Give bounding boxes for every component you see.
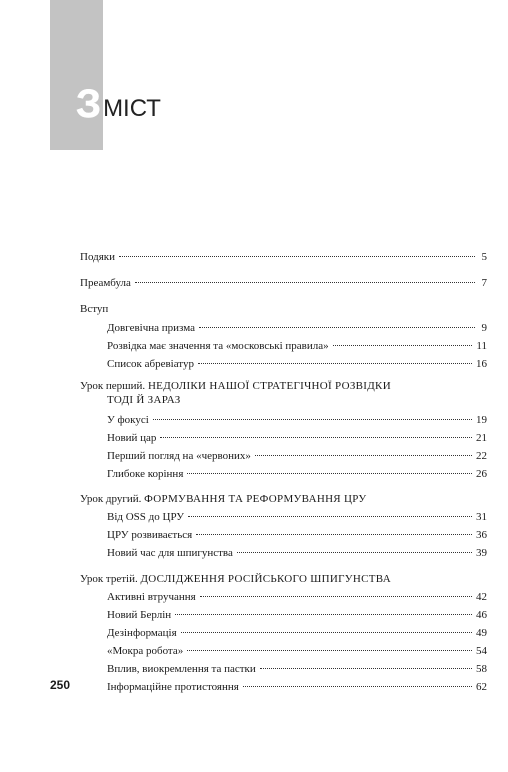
toc-page: 16	[476, 358, 487, 370]
dot-leader	[260, 668, 472, 669]
toc-page: 58	[476, 663, 487, 675]
dot-leader	[160, 437, 472, 438]
dot-leader	[119, 256, 475, 257]
toc-label: ЦРУ розвивається	[107, 529, 193, 541]
toc-entry[interactable]	[107, 528, 487, 542]
toc-page: 7	[481, 277, 487, 289]
toc-page: 22	[476, 450, 487, 462]
toc-label: Вплив, виокремлення та пастки	[107, 663, 256, 675]
section-prefix: Урок другий.	[80, 493, 145, 505]
dot-leader	[175, 614, 472, 615]
toc-section-urok2	[80, 492, 420, 506]
toc-label: Преамбула	[80, 277, 131, 289]
dot-leader	[333, 345, 473, 346]
toc-label: Інформаційне протистояння	[107, 681, 239, 693]
dot-leader	[243, 686, 472, 687]
toc-entry[interactable]	[107, 431, 487, 445]
toc-label: Глибоке коріння	[107, 468, 184, 480]
toc-page: 36	[476, 529, 487, 541]
toc-section-urok3	[80, 572, 420, 586]
section-caps: НЕДОЛІКИ НАШОЇ СТРАТЕГІЧНОЇ РОЗВІДКИ	[147, 380, 391, 392]
toc-label: Активні втручання	[107, 591, 196, 603]
section-prefix: Урок перший.	[80, 380, 148, 392]
toc-page: 62	[476, 681, 487, 693]
title-rest: МІСТ	[103, 95, 161, 122]
dot-leader	[135, 282, 475, 283]
section-title: Вступ	[80, 303, 109, 315]
toc-page: 54	[476, 645, 487, 657]
toc-entry[interactable]	[107, 608, 487, 622]
toc-entry[interactable]	[107, 357, 487, 371]
toc-page: 11	[476, 340, 487, 352]
dot-leader	[187, 473, 472, 474]
toc-page: 49	[476, 627, 487, 639]
toc-label: У фокусі	[107, 414, 149, 426]
toc-page: 31	[476, 511, 487, 523]
page-number: 250	[50, 678, 71, 692]
toc-label: «Мокра робота»	[107, 645, 184, 657]
toc-label: Новий Берлін	[107, 609, 172, 621]
dot-leader	[200, 596, 472, 597]
dot-leader	[187, 650, 472, 651]
toc-entry-preambula[interactable]	[80, 276, 487, 290]
toc-entry[interactable]	[107, 546, 487, 560]
section-prefix: Урок третій.	[80, 573, 141, 585]
toc-section-urok1	[80, 379, 420, 407]
toc-page: 5	[481, 251, 487, 263]
toc-entry[interactable]	[107, 626, 487, 640]
toc-label: Подяки	[80, 251, 116, 263]
toc-entry[interactable]	[107, 321, 487, 335]
toc-page: 19	[476, 414, 487, 426]
toc-entry[interactable]	[107, 467, 487, 481]
toc-label: Новий час для шпигунства	[107, 547, 233, 559]
dot-leader	[188, 516, 472, 517]
toc-page: 21	[476, 432, 487, 444]
dot-leader	[181, 632, 472, 633]
toc-page: 9	[481, 322, 487, 334]
section-caps: ФОРМУВАННЯ ТА РЕФОРМУВАННЯ ЦРУ	[144, 493, 367, 505]
toc-label: Новий цар	[107, 432, 157, 444]
toc-label: Розвідка має значення та «московські правила»	[107, 340, 329, 352]
toc-label: Довгевічна призма	[107, 322, 195, 334]
toc-page: 46	[476, 609, 487, 621]
toc-page: 26	[476, 468, 487, 480]
dot-leader	[237, 552, 472, 553]
toc-page: 42	[476, 591, 487, 603]
toc-page: 39	[476, 547, 487, 559]
header-band	[50, 0, 103, 150]
title-initial: З	[76, 82, 102, 126]
section-caps-continued: ТОДІ Й ЗАРАЗ	[107, 394, 181, 406]
toc-entry[interactable]	[107, 662, 487, 676]
toc-entry[interactable]	[107, 590, 487, 604]
dot-leader	[255, 455, 472, 456]
dot-leader	[153, 419, 472, 420]
toc-entry-podiaky[interactable]	[80, 250, 487, 264]
toc-entry[interactable]	[107, 413, 487, 427]
toc-label: Від OSS до ЦРУ	[107, 511, 185, 523]
dot-leader	[196, 534, 472, 535]
page-title	[76, 78, 161, 124]
toc-label: Список абревіатур	[107, 358, 194, 370]
toc-entry[interactable]	[107, 339, 487, 353]
toc-entry[interactable]	[107, 449, 487, 463]
toc-entry[interactable]	[107, 510, 487, 524]
toc-label: Перший погляд на «червоних»	[107, 450, 251, 462]
dot-leader	[199, 327, 475, 328]
dot-leader	[198, 363, 472, 364]
toc-label: Дезінформація	[107, 627, 177, 639]
toc-entry[interactable]	[107, 680, 487, 694]
section-caps: ДОСЛІДЖЕННЯ РОСІЙСЬКОГО ШПИГУНСТВА	[140, 573, 391, 585]
toc-section-vstup	[80, 302, 420, 316]
toc-entry[interactable]	[107, 644, 487, 658]
